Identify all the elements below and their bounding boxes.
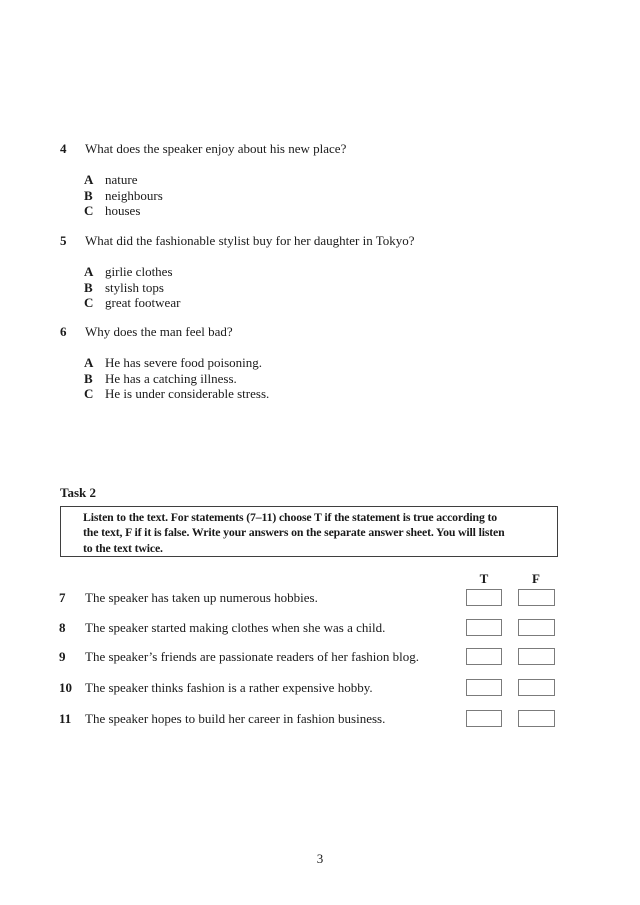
question-number: 4 [60, 141, 67, 156]
answer-box-true[interactable] [466, 710, 502, 727]
option-letter: C [84, 203, 94, 218]
option-letter: C [84, 295, 94, 310]
option-text: He has a catching illness. [105, 370, 237, 386]
instruction-box [60, 506, 558, 557]
question-text: Why does the man feel bad? [85, 324, 233, 339]
statement-row-11 [0, 710, 640, 727]
option-text: great footwear [105, 295, 181, 310]
statement-row-9 [0, 648, 640, 665]
statement-number: 10 [59, 680, 72, 695]
instruction-line: the text, F if it is false. Write your answers on the separate answer sheet. You will listen [83, 525, 505, 540]
tf-column-header-true: T [479, 571, 489, 586]
question-6 [60, 324, 600, 402]
option-text: houses [105, 203, 141, 218]
instruction-line: Listen to the text. For statements (7–11) choose T if the statement is true according to [83, 510, 498, 524]
question-number: 5 [60, 233, 67, 248]
option-text: nature [105, 172, 138, 187]
option-letter: A [84, 355, 94, 370]
question-number: 6 [60, 324, 67, 339]
option-text: girlie clothes [105, 264, 173, 279]
option-letter: A [84, 172, 94, 187]
question-4 [60, 141, 600, 219]
answer-box-true[interactable] [466, 589, 502, 606]
statement-number: 7 [59, 590, 66, 605]
statement-row-8 [0, 619, 640, 636]
option-text: stylish tops [105, 279, 164, 295]
question-text: What does the speaker enjoy about his new place? [85, 141, 347, 156]
option-b [84, 371, 600, 387]
answer-box-false[interactable] [518, 679, 555, 696]
answer-box-true[interactable] [466, 679, 502, 696]
answer-box-false[interactable] [518, 589, 555, 606]
answer-box-true[interactable] [466, 648, 502, 665]
statement-number: 9 [59, 649, 66, 664]
statement-number: 11 [59, 711, 72, 726]
option-c [84, 386, 600, 402]
option-letter: B [84, 187, 93, 203]
question-5 [60, 233, 600, 311]
answer-box-false[interactable] [518, 648, 555, 665]
option-a [84, 264, 600, 280]
option-b [84, 280, 600, 296]
instruction-line: to the text twice. [83, 540, 163, 555]
statement-text: The speaker hopes to build her career in fashion business. [85, 711, 386, 726]
option-letter: C [84, 386, 94, 401]
statement-number: 8 [59, 620, 66, 635]
statement-text: The speaker’s friends are passionate readers of her fashion blog. [85, 649, 420, 664]
answer-box-true[interactable] [466, 619, 502, 636]
option-a [84, 172, 600, 188]
option-c [84, 295, 600, 311]
option-a [84, 355, 600, 371]
option-text: He is under considerable stress. [105, 386, 270, 401]
page-number: 3 [316, 851, 324, 866]
statement-text: The speaker has taken up numerous hobbies. [85, 590, 318, 605]
statement-row-10 [0, 679, 640, 696]
answer-box-false[interactable] [518, 710, 555, 727]
option-text: neighbours [105, 187, 163, 203]
options-list [84, 264, 600, 311]
option-c [84, 203, 600, 219]
option-letter: B [84, 370, 93, 386]
options-list [84, 355, 600, 402]
statement-text: The speaker started making clothes when she was a child. [85, 620, 386, 635]
answer-box-false[interactable] [518, 619, 555, 636]
options-list [84, 172, 600, 219]
option-b [84, 188, 600, 204]
option-text: He has severe food poisoning. [105, 355, 263, 370]
tf-column-header-false: F [532, 571, 540, 586]
task-heading: Task 2 [60, 485, 97, 500]
question-text: What did the fashionable stylist buy for her daughter in Tokyo? [85, 233, 415, 248]
statement-row-7 [0, 589, 640, 606]
option-letter: B [84, 279, 93, 295]
statement-text: The speaker thinks fashion is a rather expensive hobby. [85, 680, 373, 695]
option-letter: A [84, 264, 94, 279]
